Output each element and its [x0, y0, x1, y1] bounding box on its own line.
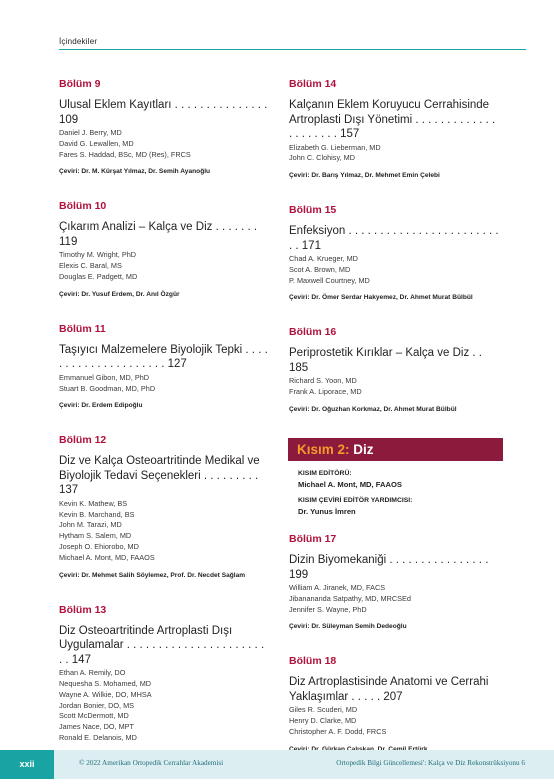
- chapter-entry: [59, 434, 269, 579]
- author: Kevin K. Mathew, BS: [59, 498, 128, 508]
- author: Elexis C. Baral, MS: [59, 261, 122, 271]
- author: Ronald E. Delanois, MD: [59, 732, 137, 742]
- chapter-title[interactable]: Çıkarım Analizi – Kalça ve Diz . . . . . . . 119: [59, 221, 258, 248]
- chapter-label: Bölüm 17: [289, 533, 337, 546]
- author-list: [59, 250, 269, 282]
- book-title: Ortopedik Bilgi Güncellemesi': Kalça ve Diz Rekonstrüksiyonu 6: [336, 759, 525, 767]
- author: Jennifer S. Wayne, PhD: [289, 604, 367, 614]
- author: Wayne A. Wilkie, DO, MHSA: [59, 689, 152, 699]
- chapter-title[interactable]: Enfeksiyon . . . . . . . . . . . . . . . . . . . . . . . . . . 171: [289, 225, 499, 252]
- author: Emmanuel Gibon, MD, PhD: [59, 372, 150, 382]
- author: John M. Tarazi, MD: [59, 520, 122, 530]
- chapter-entry: [59, 200, 269, 298]
- author: Daniel J. Berry, MD: [59, 128, 122, 137]
- page-footer: [0, 750, 554, 779]
- author-list: [289, 143, 501, 165]
- left-column: [59, 78, 269, 784]
- chapter-entry: [59, 323, 269, 411]
- part-editor-label: KISIM EDİTÖRÜ:: [298, 470, 352, 478]
- author: James Nace, DO, MPT: [59, 722, 135, 732]
- part-translation-editor-label: KISIM ÇEVİRİ EDİTÖR YARDIMCISI:: [298, 497, 413, 505]
- author-list: [289, 705, 501, 737]
- author: Elizabeth G. Lieberman, MD: [289, 142, 381, 152]
- author-list: [289, 254, 501, 286]
- chapter-title[interactable]: Kalçanın Eklem Koruyucu Cerrahisinde Artroplasti Dışı Yönetimi . . . . . . . . . . . . . . . . . . . . . 157: [289, 99, 496, 140]
- author: Fares S. Haddad, BSc, MD (Res), FRCS: [59, 149, 191, 159]
- author: Frank A. Liporace, MD: [289, 387, 362, 397]
- chapter-label: Bölüm 14: [289, 78, 337, 90]
- chapter-entry: [289, 655, 501, 753]
- author: Ethan A. Remily, DO: [59, 668, 126, 678]
- chapter-entry: [59, 78, 269, 176]
- chapter-label: Bölüm 13: [59, 603, 107, 616]
- part-heading-band: [288, 438, 503, 461]
- header-divider: [59, 49, 526, 50]
- author: Timothy M. Wright, PhD: [59, 250, 137, 260]
- author: P. Maxwell Courtney, MD: [289, 275, 370, 285]
- author: Chad A. Krueger, MD: [289, 254, 358, 264]
- translator-credit: Çeviri: Dr. Ömer Serdar Hakyemez, Dr. Ahmet Murat Bülbül: [289, 294, 473, 302]
- chapter-entry: [289, 326, 501, 414]
- chapter-title[interactable]: Ulusal Eklem Kayıtları . . . . . . . . . . . . . . . 109: [59, 99, 268, 126]
- chapter-label: Bölüm 9: [59, 78, 101, 90]
- translator-credit: Çeviri: Dr. Oğuzhan Korkmaz, Dr. Ahmet Murat Bülbül: [289, 406, 457, 414]
- author-list: [289, 376, 501, 398]
- author: Giles R. Scuderi, MD: [289, 705, 358, 715]
- translator-credit: Çeviri: Dr. M. Kürşat Yılmaz, Dr. Semih Ayanoğlu: [59, 168, 211, 176]
- chapter-entry: [289, 533, 501, 631]
- author: David G. Lewallen, MD: [59, 138, 134, 148]
- chapter-label: Bölüm 12: [59, 434, 107, 447]
- translator-credit: Çeviri: Dr. Süleyman Semih Dedeoğlu: [289, 623, 407, 631]
- author: Christopher A. F. Dodd, FRCS: [289, 727, 387, 737]
- author: Stuart B. Goodman, MD, PhD: [59, 383, 156, 393]
- right-column: [289, 78, 501, 778]
- author: Jibanananda Satpathy, MD, MRCSEd: [289, 593, 411, 603]
- translator-credit: Çeviri: Dr. Mehmet Salih Söylemez, Prof. Dr. Necdet Sağlam: [59, 571, 246, 579]
- author: Nequesha S. Mohamed, MD: [59, 678, 152, 688]
- translator-credit: Çeviri: Dr. Yusuf Erdem, Dr. Anıl Özgür: [59, 290, 180, 298]
- author: Hytham S. Salem, MD: [59, 531, 132, 541]
- author: Henry D. Clarke, MD: [289, 716, 357, 726]
- chapter-title[interactable]: Diz ve Kalça Osteoartritinde Medikal ve Biyolojik Tedavi Seçenekleri . . . . . . . . . 137: [59, 455, 260, 497]
- chapter-entry: [289, 204, 501, 302]
- author-list: [59, 499, 269, 564]
- translator-credit: Çeviri: Dr. Barış Yılmaz, Dr. Mehmet Emin Çelebi: [289, 172, 440, 180]
- chapter-title[interactable]: Diz Artroplastisinde Anatomi ve Cerrahi Yaklaşımlar . . . . . 207: [289, 676, 489, 703]
- chapter-label: Bölüm 18: [289, 655, 337, 668]
- chapter-title[interactable]: Taşıyıcı Malzemelere Biyolojik Tepki . . . . . . . . . . . . . . . . . . . . . 127: [59, 343, 268, 371]
- chapter-title[interactable]: Dizin Biyomekaniği . . . . . . . . . . . . . . . . 199: [289, 554, 489, 581]
- copyright-text: © 2022 Amerikan Ortopedik Cerrahlar Akademisi: [79, 759, 224, 767]
- author: Scott McDermott, MD: [59, 711, 129, 721]
- author: Jordan Bonier, DO, MS: [59, 700, 135, 710]
- author: Richard S. Yoon, MD: [289, 376, 357, 386]
- chapter-label: Bölüm 11: [59, 322, 106, 335]
- author: Scot A. Brown, MD: [289, 264, 351, 274]
- author-list: [289, 583, 501, 615]
- part-number: Kısım 2:: [297, 442, 350, 458]
- author: Douglas E. Padgett, MD: [59, 271, 138, 281]
- part-title: Diz: [353, 442, 374, 458]
- author: John C. Clohisy, MD: [289, 153, 355, 163]
- part-translation-editor-name: Dr. Yunus İmren: [298, 507, 356, 517]
- part-editors: [289, 469, 501, 517]
- author: Michael A. Mont, MD, FAAOS: [59, 552, 155, 562]
- author-list: [59, 373, 269, 395]
- chapter-label: Bölüm 10: [59, 200, 107, 213]
- author-list: [59, 668, 269, 744]
- chapter-label: Bölüm 15: [289, 204, 337, 217]
- section-header: İçindekiler: [59, 37, 98, 46]
- chapter-title[interactable]: Periprostetik Kırıklar – Kalça ve Diz . . 185: [289, 347, 483, 374]
- chapter-title[interactable]: Diz Osteoartritinde Artroplasti Dışı Uygulamalar . . . . . . . . . . . . . . . . . . . . . . . . 147: [59, 624, 265, 666]
- chapter-label: Bölüm 16: [289, 326, 337, 339]
- page-number: xxii: [0, 750, 54, 779]
- author-list: [59, 128, 269, 160]
- chapter-entry: [289, 78, 501, 180]
- chapter-entry: [59, 604, 269, 760]
- translator-credit: Çeviri: Dr. Erdem Edipoğlu: [59, 402, 143, 410]
- author: Joseph O. Ehiorobo, MD: [59, 542, 139, 552]
- author: Kevin B. Marchand, BS: [59, 509, 135, 519]
- part-editor-name: Michael A. Mont, MD, FAAOS: [298, 480, 402, 490]
- author: William A. Jiranek, MD, FACS: [289, 583, 386, 593]
